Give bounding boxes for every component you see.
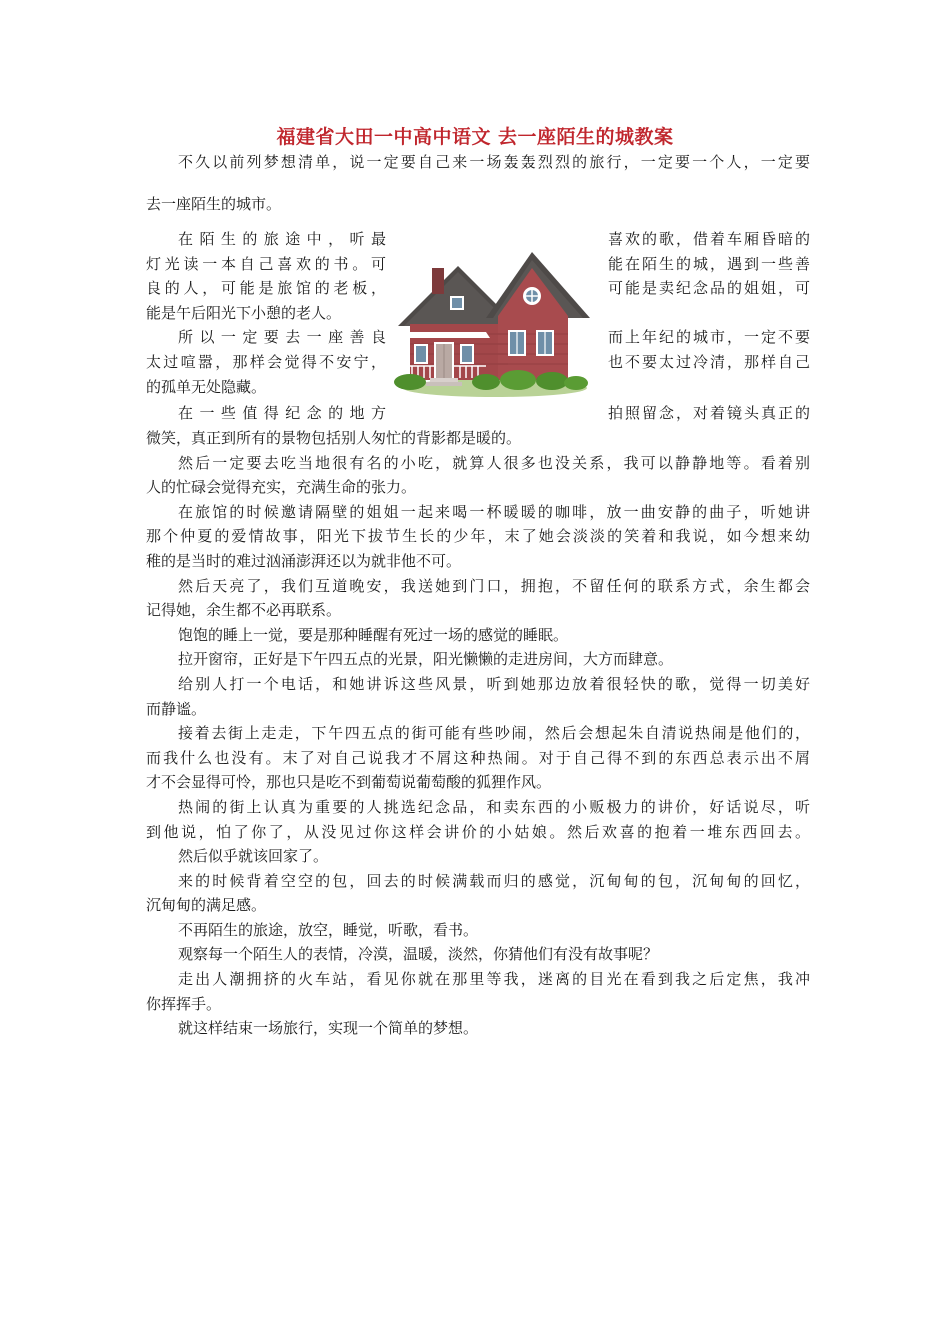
body-line: 稚的是当时的难过汹涌澎湃还以为就非他不可。 [146,551,462,570]
body-line: 饱饱的睡上一觉，要是那种睡醒有死过一场的感觉的睡眠。 [178,625,569,644]
body-line: 给别人打一个电话，和她讲诉这些风景，听到她那边放着很轻快的歌，觉得一切美好 [178,674,810,693]
body-line: 走出人潮拥挤的火车站，看见你就在那里等我，迷离的目光在看到我之后定焦，我冲 [178,970,810,989]
body-line: 到他说，怕了你了，从没见过你这样会讲价的小姑娘。然后欢喜的抱着一堆东西回去。 [146,822,810,841]
body-line: 微笑，真正到所有的景物包括别人匆忙的背影都是暖的。 [146,429,522,447]
body-line: 拉开窗帘，正好是下午四五点的光景，阳光懒懒的走进房间，大方而肆意。 [178,650,674,669]
wrap-right: 喜欢的歌，借着车厢昏暗的 [608,230,810,248]
body-line: 观察每一个陌生人的表情，冷漠，温暖，淡然，你猜他们有没有故事呢？ [178,945,659,964]
wrap-right: 也不要太过冷清，那样自己 [608,353,810,371]
wrap-left: 在一些值得纪念的地方 [178,404,386,422]
body-line: 热闹的街上认真为重要的人挑选纪念品，和卖东西的小贩极力的讲价，好话说尽，听 [178,797,810,816]
wrap-left: 灯光读一本自己喜欢的书。可 [146,254,386,273]
body-line: 不再陌生的旅途，放空，睡觉，听歌，看书。 [178,920,479,939]
body-line: 而我什么也没有。末了对自己说我才不屑这种热闹。对于自己得不到的东西总表示出不屑 [146,748,810,767]
intro-line-1: 不久以前列梦想清单，说一定要自己来一场轰轰烈烈的旅行，一定要一个人，一定要 [178,153,810,171]
wrap-right: 能在陌生的城，遇到一些善 [608,254,810,273]
body-line: 就这样结束一场旅行，实现一个简单的梦想。 [178,1019,479,1038]
body-line: 人的忙碌会觉得充实，充满生命的张力。 [146,478,417,497]
house-illustration [390,238,600,398]
intro-line-2: 去一座陌生的城市。 [146,195,282,213]
intro-paragraph [146,150,810,175]
body-line: 你挥挥手。 [146,994,222,1013]
body-line: 然后天亮了，我们互道晚安，我送她到门口，拥抱，不留任何的联系方式，余生都会 [178,576,810,595]
wrap-right: 而上年纪的城市，一定不要 [608,328,810,347]
wrap-left: 所以一定要去一座善良 [178,328,386,347]
wrap-row [146,402,810,427]
wrap-left: 太过喧嚣，那样会觉得不安宁， [146,353,386,371]
body-line: 记得她，余生都不必再联系。 [146,601,342,620]
body-line: 来的时候背着空空的包，回去的时候满载而归的感觉，沉甸甸的包，沉甸甸的回忆， [178,871,810,890]
wrap-left: 的孤单无处隐藏。 [146,377,267,396]
body-line: 那个仲夏的爱情故事，阳光下拔节生长的少年，末了她会淡淡的笑着和我说，如今想来幼 [146,527,810,546]
wrap-right: 可能是卖纪念品的姐姐，可 [608,279,810,298]
body-line: 接着去街上走走，下午四五点的街可能有些吵闹，然后会想起朱自清说热闹是他们的， [178,724,810,743]
wrap-right: 拍照留念，对着镜头真正的 [608,404,810,422]
wrap-left: 能是午后阳光下小憩的老人。 [146,303,342,322]
body-text [146,426,810,1041]
body-line: 然后一定要去吃当地很有名的小吃，就算人很多也没关系，我可以静静地等。看着别 [178,453,810,472]
body-line: 而静谧。 [146,699,207,718]
body-line: 然后似乎就该回家了。 [178,847,329,866]
body-line: 才不会显得可怜，那也只是吃不到葡萄说葡萄酸的狐狸作风。 [146,773,552,792]
body-line: 沉甸甸的满足感。 [146,896,267,915]
page-title: 福建省大田一中高中语文 去一座陌生的城教案 [276,126,674,148]
wrap-left: 良的人，可能是旅馆的老板， [146,279,386,298]
intro-paragraph-cont [146,192,810,217]
body-line: 在旅馆的时候邀请隔壁的姐姐一起来喝一杯暖暖的咖啡，放一曲安静的曲子，听她讲 [178,502,810,521]
wrap-left: 在陌生的旅途中，听最 [178,230,386,248]
